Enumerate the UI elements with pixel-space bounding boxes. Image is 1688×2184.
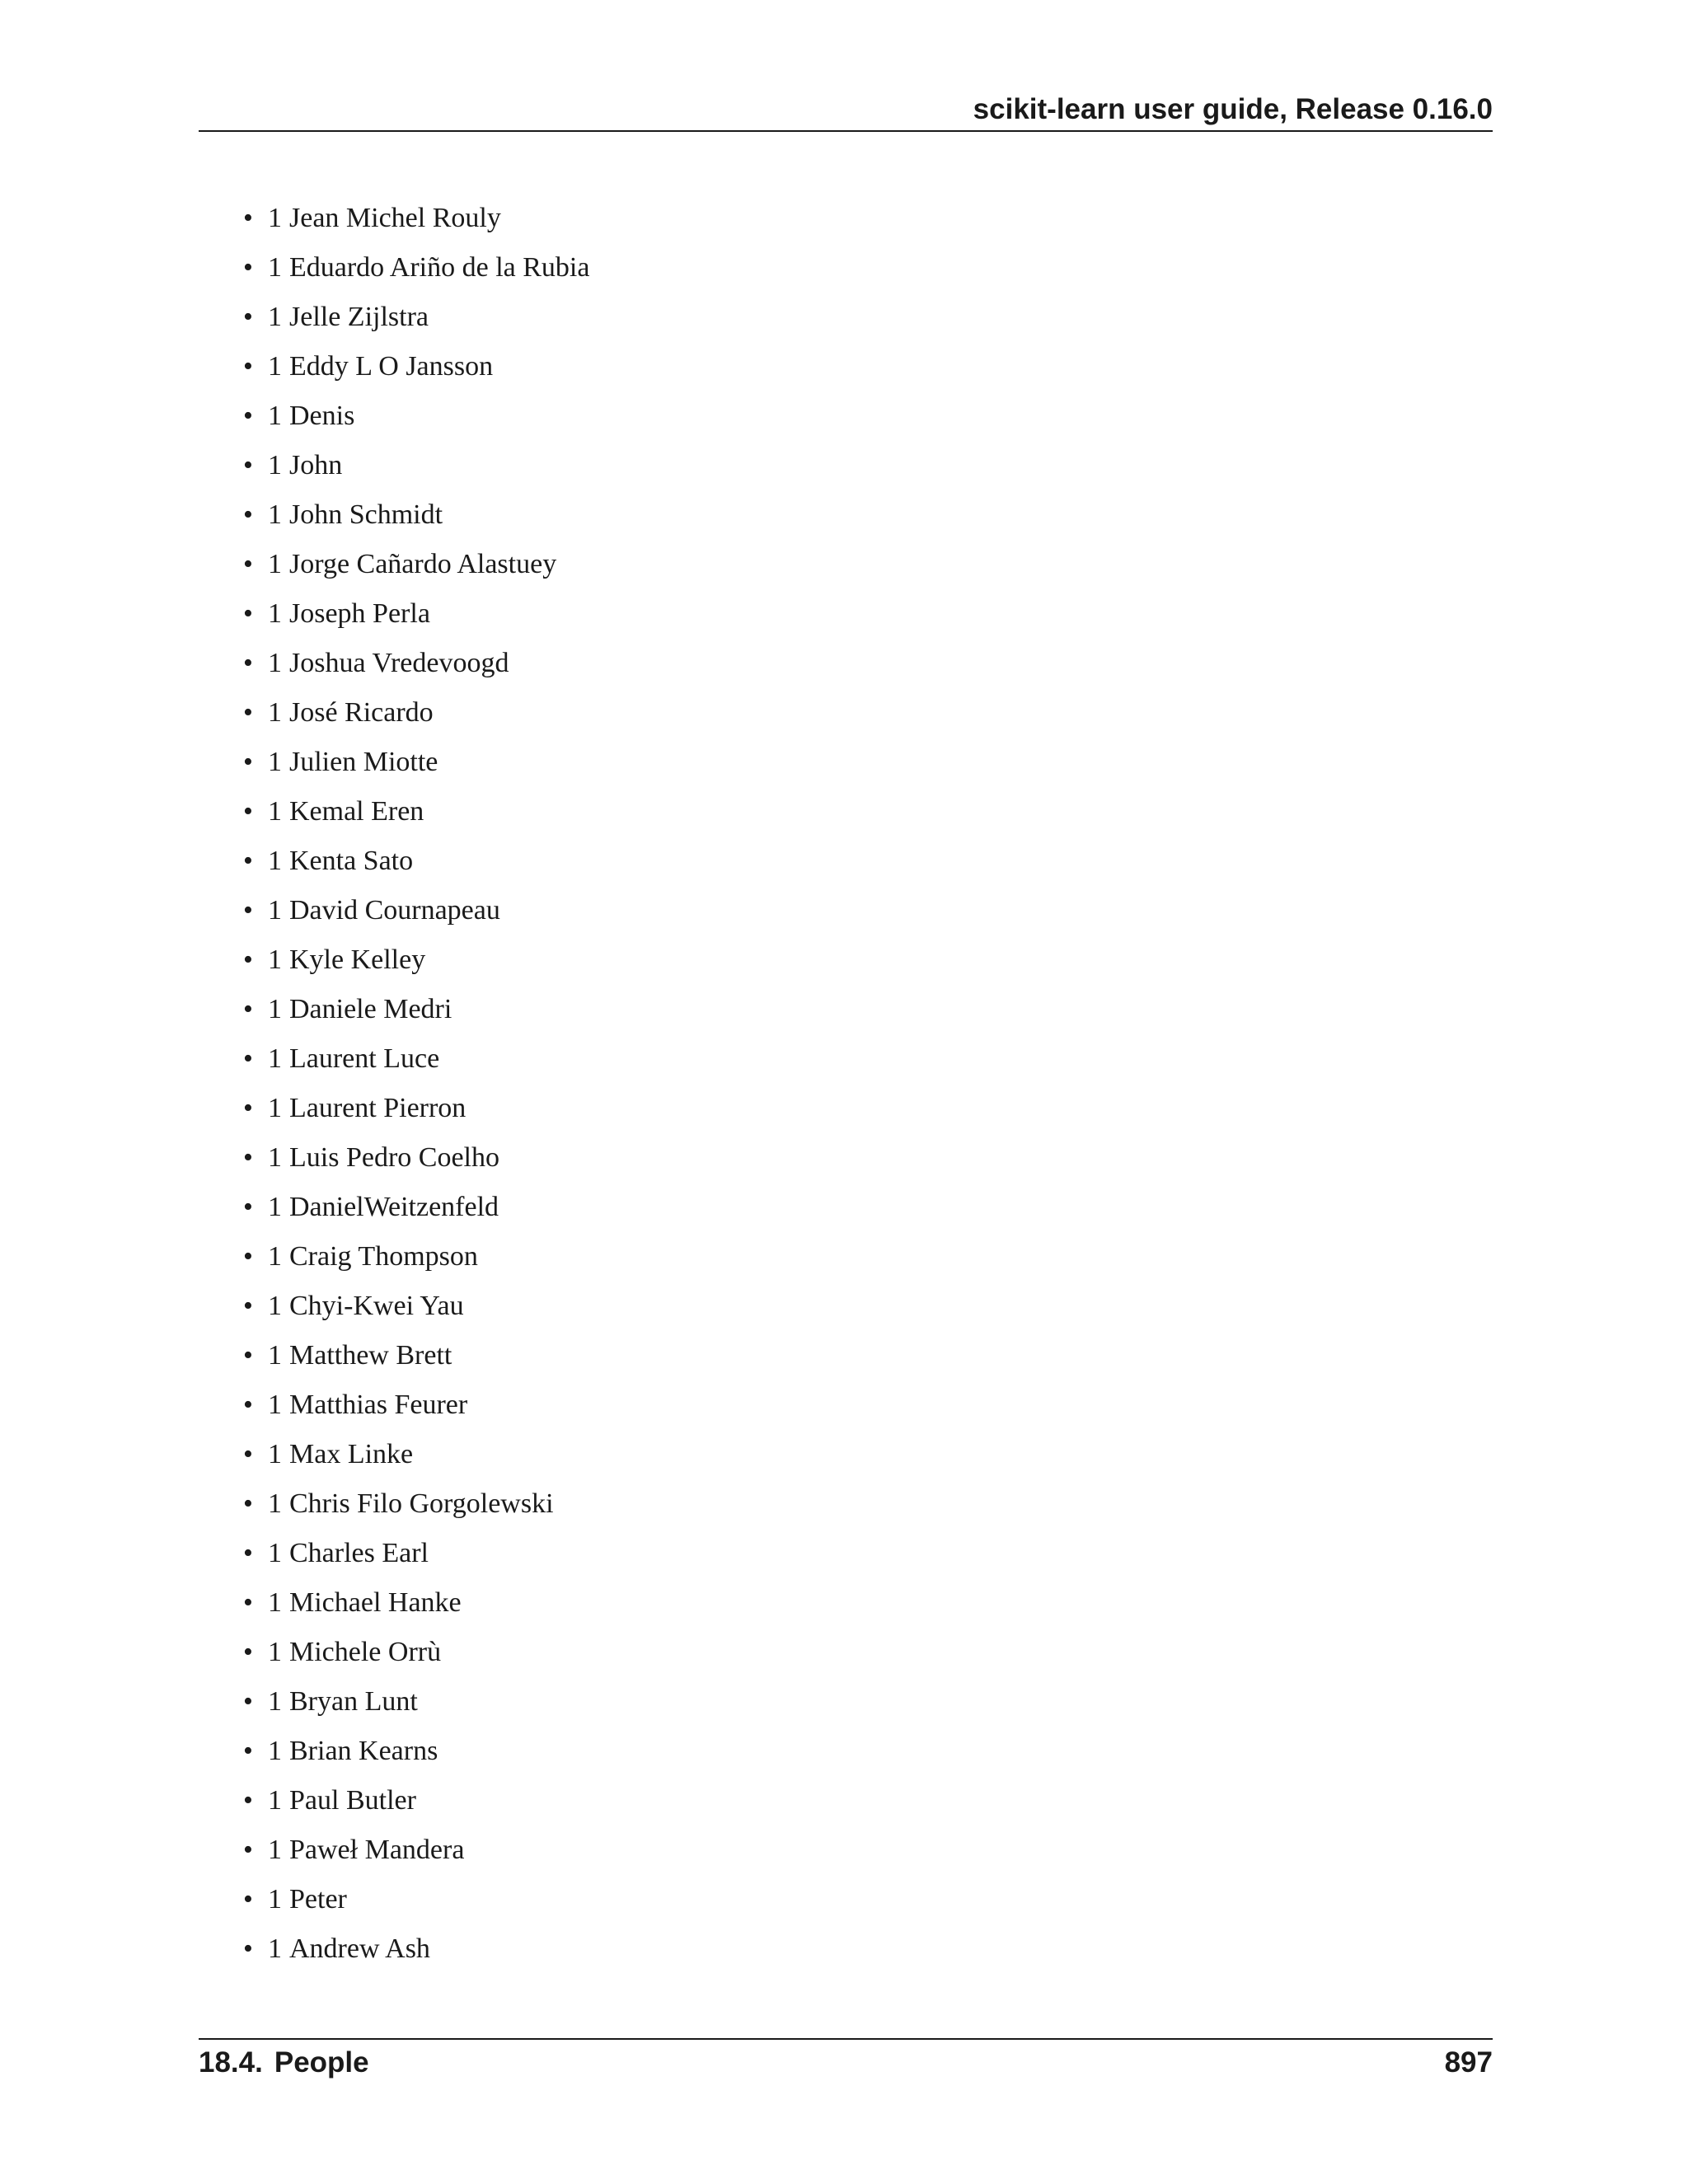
contributor-name: Michele Orrù (289, 1637, 442, 1667)
list-item (243, 1183, 589, 1232)
bullet-icon: • (243, 1686, 253, 1717)
contributor-name: Paul Butler (289, 1785, 416, 1816)
contributor-name: Charles Earl (289, 1538, 429, 1568)
contribution-count: 1 (268, 351, 282, 382)
bullet-icon: • (243, 401, 253, 431)
contribution-count: 1 (268, 994, 282, 1024)
bullet-icon: • (243, 302, 253, 332)
bullet-icon: • (243, 203, 253, 233)
bullet-icon: • (243, 1884, 253, 1915)
contributor-name: Max Linke (289, 1439, 414, 1469)
page-footer (199, 2042, 1493, 2083)
contribution-count: 1 (268, 944, 282, 975)
contributor-name: Kenta Sato (289, 846, 414, 876)
bullet-icon: • (243, 648, 253, 678)
contribution-count: 1 (268, 499, 282, 530)
footer-rule (199, 2038, 1493, 2040)
contribution-count: 1 (268, 1785, 282, 1816)
contributor-name: Luis Pedro Coelho (289, 1142, 499, 1173)
bullet-icon: • (243, 1142, 253, 1173)
bullet-icon: • (243, 351, 253, 382)
contributor-name: Matthias Feurer (289, 1390, 468, 1420)
list-item (243, 1677, 589, 1727)
contribution-count: 1 (268, 401, 282, 431)
list-item (243, 837, 589, 886)
bullet-icon: • (243, 1785, 253, 1816)
bullet-icon: • (243, 1043, 253, 1074)
contributor-name: Kyle Kelley (289, 944, 426, 975)
list-item (243, 1578, 589, 1628)
list-item (243, 639, 589, 688)
contribution-count: 1 (268, 1835, 282, 1865)
contribution-count: 1 (268, 302, 282, 332)
contributor-name: Denis (289, 401, 355, 431)
bullet-icon: • (243, 1390, 253, 1420)
contributor-name: Kemal Eren (289, 796, 424, 827)
contribution-count: 1 (268, 1637, 282, 1667)
contributor-name: Andrew Ash (289, 1933, 430, 1964)
list-item (243, 243, 589, 293)
contribution-count: 1 (268, 1043, 282, 1074)
contributor-name: Joseph Perla (289, 598, 430, 629)
bullet-icon: • (243, 1241, 253, 1272)
footer-section-number: 18.4. (199, 2046, 263, 2079)
contribution-count: 1 (268, 1340, 282, 1371)
list-item (243, 935, 589, 985)
contribution-count: 1 (268, 846, 282, 876)
contributor-name: Daniele Medri (289, 994, 452, 1024)
contribution-count: 1 (268, 1587, 282, 1618)
list-item (243, 1034, 589, 1084)
contributor-name: Eddy L O Jansson (289, 351, 494, 382)
list-item (243, 1875, 589, 1924)
bullet-icon: • (243, 1587, 253, 1618)
contributor-name: Jelle Zijlstra (289, 302, 429, 332)
page-number: 897 (1444, 2046, 1493, 2079)
contribution-count: 1 (268, 1192, 282, 1222)
contributor-name: Laurent Pierron (289, 1093, 467, 1123)
contributor-name: Laurent Luce (289, 1043, 440, 1074)
list-item (243, 1924, 589, 1974)
contributor-name: José Ricardo (289, 697, 434, 728)
bullet-icon: • (243, 944, 253, 975)
contributor-name: Jorge Cañardo Alastuey (289, 549, 557, 579)
list-item (243, 886, 589, 935)
bullet-icon: • (243, 747, 253, 777)
contribution-count: 1 (268, 648, 282, 678)
contribution-count: 1 (268, 1093, 282, 1123)
list-item (243, 293, 589, 342)
bullet-icon: • (243, 994, 253, 1024)
contribution-count: 1 (268, 1291, 282, 1321)
contributor-name: Michael Hanke (289, 1587, 462, 1618)
contribution-count: 1 (268, 598, 282, 629)
list-item (243, 738, 589, 787)
contributor-name: Bryan Lunt (289, 1686, 418, 1717)
list-item (243, 1084, 589, 1133)
bullet-icon: • (243, 1538, 253, 1568)
list-item (243, 589, 589, 639)
contributor-name: Matthew Brett (289, 1340, 452, 1371)
running-header: scikit-learn user guide, Release 0.16.0 (973, 93, 1493, 125)
contribution-count: 1 (268, 1538, 282, 1568)
contribution-count: 1 (268, 697, 282, 728)
list-item (243, 1479, 589, 1529)
bullet-icon: • (243, 1736, 253, 1766)
bullet-icon: • (243, 1340, 253, 1371)
contribution-count: 1 (268, 203, 282, 233)
contribution-count: 1 (268, 549, 282, 579)
bullet-icon: • (243, 1637, 253, 1667)
bullet-icon: • (243, 1439, 253, 1469)
contributor-list (243, 194, 589, 1974)
contributor-name: DanielWeitzenfeld (289, 1192, 499, 1222)
list-item (243, 1776, 589, 1825)
list-item (243, 1232, 589, 1282)
contributor-name: Joshua Vredevoogd (289, 648, 509, 678)
contribution-count: 1 (268, 747, 282, 777)
list-item (243, 342, 589, 391)
bullet-icon: • (243, 1933, 253, 1964)
list-item (243, 985, 589, 1034)
list-item (243, 441, 589, 490)
contribution-count: 1 (268, 895, 282, 926)
bullet-icon: • (243, 598, 253, 629)
list-item (243, 490, 589, 540)
contribution-count: 1 (268, 796, 282, 827)
bullet-icon: • (243, 1291, 253, 1321)
contribution-count: 1 (268, 1390, 282, 1420)
bullet-icon: • (243, 499, 253, 530)
contribution-count: 1 (268, 1488, 282, 1519)
contribution-count: 1 (268, 1686, 282, 1717)
contribution-count: 1 (268, 1736, 282, 1766)
list-item (243, 1628, 589, 1677)
contributor-name: Craig Thompson (289, 1241, 478, 1272)
bullet-icon: • (243, 846, 253, 876)
list-item (243, 540, 589, 589)
contributor-name: Chyi-Kwei Yau (289, 1291, 464, 1321)
contributor-name: John Schmidt (289, 499, 443, 530)
list-item (243, 1825, 589, 1875)
list-item (243, 1282, 589, 1331)
bullet-icon: • (243, 450, 253, 480)
contributor-name: Paweł Mandera (289, 1835, 465, 1865)
contribution-count: 1 (268, 1142, 282, 1173)
contribution-count: 1 (268, 450, 282, 480)
contributor-name: Brian Kearns (289, 1736, 438, 1766)
contribution-count: 1 (268, 1884, 282, 1915)
contributor-name: Julien Miotte (289, 747, 438, 777)
bullet-icon: • (243, 895, 253, 926)
bullet-icon: • (243, 1835, 253, 1865)
list-item (243, 688, 589, 738)
contribution-count: 1 (268, 252, 282, 283)
header-rule (199, 130, 1493, 132)
contribution-count: 1 (268, 1933, 282, 1964)
bullet-icon: • (243, 697, 253, 728)
list-item (243, 1727, 589, 1776)
bullet-icon: • (243, 796, 253, 827)
contributor-name: Chris Filo Gorgolewski (289, 1488, 554, 1519)
contributor-name: John (289, 450, 343, 480)
contributor-name: Eduardo Ariño de la Rubia (289, 252, 590, 283)
bullet-icon: • (243, 549, 253, 579)
contribution-count: 1 (268, 1439, 282, 1469)
list-item (243, 1331, 589, 1380)
list-item (243, 1380, 589, 1430)
contributor-name: Peter (289, 1884, 347, 1915)
list-item (243, 194, 589, 243)
list-item (243, 1430, 589, 1479)
list-item (243, 787, 589, 837)
bullet-icon: • (243, 1093, 253, 1123)
list-item (243, 1529, 589, 1578)
footer-section-title: People (274, 2046, 369, 2079)
bullet-icon: • (243, 1192, 253, 1222)
list-item (243, 391, 589, 441)
contribution-count: 1 (268, 1241, 282, 1272)
contributor-name: David Cournapeau (289, 895, 500, 926)
contributor-name: Jean Michel Rouly (289, 203, 501, 233)
bullet-icon: • (243, 1488, 253, 1519)
bullet-icon: • (243, 252, 253, 283)
list-item (243, 1133, 589, 1183)
